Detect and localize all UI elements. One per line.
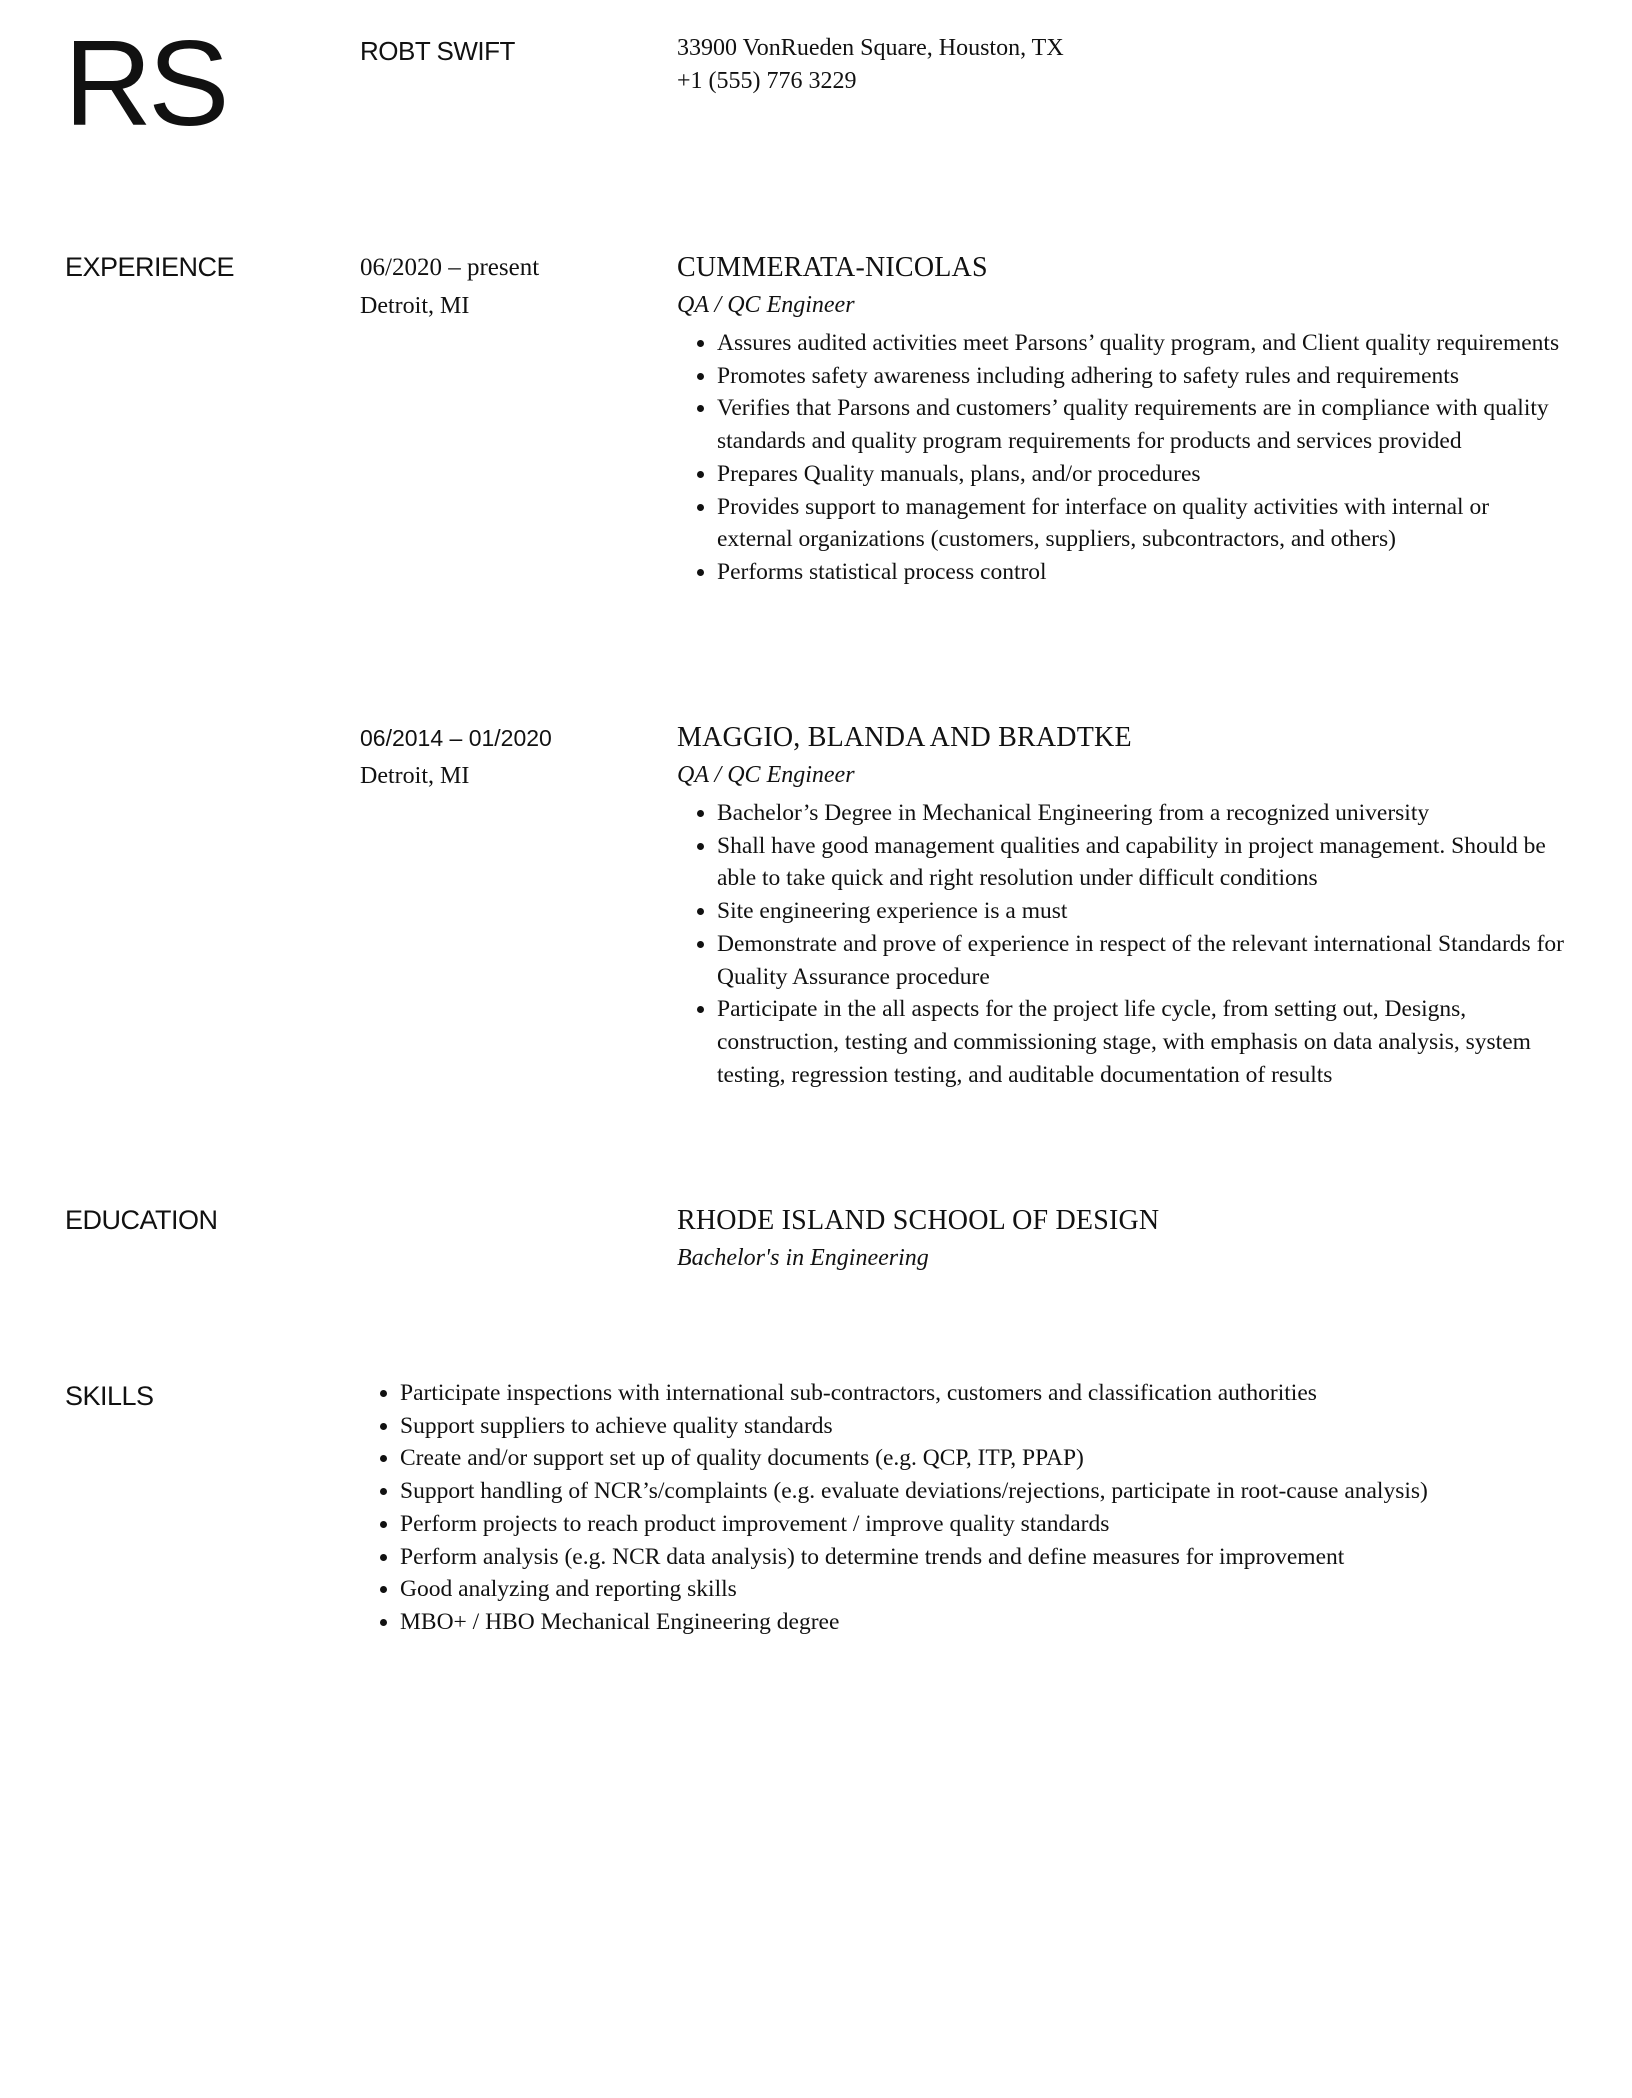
list-item: • Promotes safety awareness including adhering to safety rules and requirements xyxy=(717,360,1567,393)
list-item: • Site engineering experience is a must xyxy=(717,895,1567,928)
list-item: • Prepares Quality manuals, plans, and/or procedures xyxy=(717,458,1567,491)
job-bullets xyxy=(677,327,1567,589)
job-dates: 06/2020 – present xyxy=(360,254,540,281)
candidate-name: ROBT SWIFT xyxy=(360,36,515,66)
job-meta xyxy=(360,249,539,325)
skills-bullets xyxy=(360,1377,1580,1639)
job-location: Detroit, MI xyxy=(360,293,470,319)
skill-item: • Good analyzing and reporting skills xyxy=(400,1573,1580,1606)
skills-list xyxy=(360,1377,1580,1639)
list-item: • Verifies that Parsons and customers’ quality requirements are in compliance with quality standards and quality program requirements for products and services provided xyxy=(717,392,1567,457)
degree: Bachelor's in Engineering xyxy=(677,1245,929,1271)
list-item: • Assures audited activities meet Parsons’ quality program, and Client quality requirements xyxy=(717,327,1567,360)
job-entry xyxy=(677,249,1567,589)
address: 33900 VonRueden Square, Houston, TX xyxy=(677,35,1064,61)
education-entry xyxy=(677,1202,1567,1276)
list-item: • Provides support to management for interface on quality activities with internal or external organizations (customers, suppliers, subcontractors, and others) xyxy=(717,491,1567,556)
job-dates: 06/2014 – 01/2020 xyxy=(360,725,552,751)
skill-item: • Support suppliers to achieve quality standards xyxy=(400,1410,1580,1443)
company-name: MAGGIO, BLANDA AND BRADTKE xyxy=(677,722,1132,753)
list-item: • Participate in the all aspects for the project life cycle, from setting out, Designs, construction, testing and commissioning stage, with emphasis on data analysis, system testing, regression testing, and auditable documentation of results xyxy=(717,993,1567,1091)
contact-info xyxy=(677,32,1064,98)
section-heading-skills: SKILLS xyxy=(65,1381,154,1411)
job-entry xyxy=(677,719,1567,1091)
skill-item: • MBO+ / HBO Mechanical Engineering degree xyxy=(400,1606,1580,1639)
job-location: Detroit, MI xyxy=(360,763,470,789)
list-item: • Performs statistical process control xyxy=(717,556,1567,589)
skill-item: • Create and/or support set up of quality documents (e.g. QCP, ITP, PPAP) xyxy=(400,1442,1580,1475)
skill-item: • Support handling of NCR’s/complaints (e.g. evaluate deviations/rejections, participate in root-cause analysis) xyxy=(400,1475,1580,1508)
company-name: CUMMERATA-NICOLAS xyxy=(677,252,988,283)
skill-item: • Perform analysis (e.g. NCR data analysis) to determine trends and define measures for improvement xyxy=(400,1541,1580,1574)
list-item: • Bachelor’s Degree in Mechanical Engineering from a recognized university xyxy=(717,797,1567,830)
school-name: RHODE ISLAND SCHOOL OF DESIGN xyxy=(677,1205,1160,1236)
initials-logo: RS xyxy=(64,15,226,151)
skill-item: • Participate inspections with international sub-contractors, customers and classification authorities xyxy=(400,1377,1580,1410)
list-item: • Shall have good management qualities and capability in project management. Should be able to take quick and right resolution under difficult conditions xyxy=(717,830,1567,895)
section-heading-experience: EXPERIENCE xyxy=(65,252,235,282)
job-bullets xyxy=(677,797,1567,1091)
list-item: • Demonstrate and prove of experience in respect of the relevant international Standards for Quality Assurance procedure xyxy=(717,928,1567,993)
section-heading-education: EDUCATION xyxy=(65,1205,218,1235)
job-meta xyxy=(360,719,552,795)
job-title: QA / QC Engineer xyxy=(677,292,855,318)
job-title: QA / QC Engineer xyxy=(677,762,855,788)
skill-item: • Perform projects to reach product improvement / improve quality standards xyxy=(400,1508,1580,1541)
phone: +1 (555) 776 3229 xyxy=(677,68,857,94)
